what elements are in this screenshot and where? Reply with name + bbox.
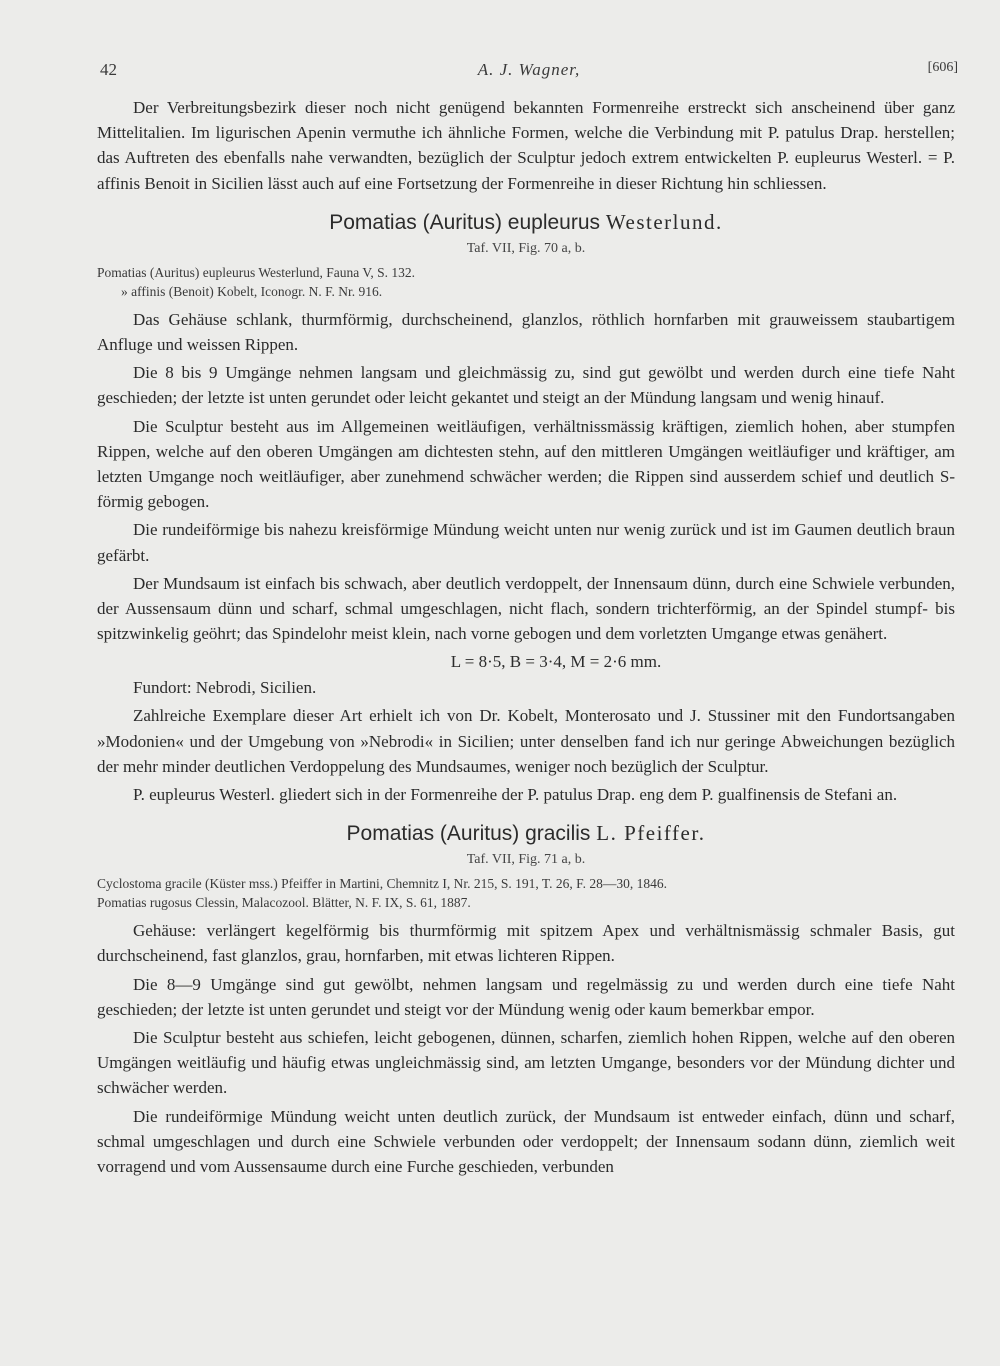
locality: Fundort: Nebrodi, Sicilien. [133,678,317,698]
synonym-line: » affinis (Benoit) Kobelt, Iconogr. N. F. Nr. 916. [121,283,383,299]
running-title: A. J. Wagner, [477,60,581,79]
paragraph: Die rundeiförmige bis nahezu kreisförmige Mündung weicht unten nur wenig zurück und ist im Gaumen deutlich braun gefärbt. [97,520,955,565]
paragraph: Der Verbreitungsbezirk dieser noch nicht genügend bekannten Formenreihe erstreckt sich anscheinend über ganz Mittelitalien. Im ligurischen Apenin vermuthe ich ähnliche Formen, welche die Verbindung mit P. patulus Drap. herstellen; das Auftreten des ebenfalls nahe verwandten, bezüglich der Sculptur jedoch extrem entwickelten P. eupleurus Westerl. = P. affinis Benoit in Sicilien lässt auch auf eine Fortsetzung der Formenreihe in dieser Richtung hin schliessen. [97,98,955,193]
species-author: Westerlund. [605,209,723,234]
species-name: Pomatias (Auritus) eupleurus [329,210,601,234]
species-heading [97,210,955,235]
page-number: 42 [100,60,117,79]
species-author: L. Pfeiffer. [596,821,706,846]
paragraph: Gehäuse: verlängert kegelförmig bis thurmförmig mit spitzem Apex und verhältnismässig schmaler Basis, gut durchscheinend, fast glanzlos, grau, hornfarben, mit etwas lichteren Rippen. [97,921,955,966]
synonym-line: Cyclostoma gracile (Küster mss.) Pfeiffer in Martini, Chemnitz I, Nr. 215, S. 191, T. 26, F. 28—30, 1846. [97,876,667,892]
measurements: L = 8·5, B = 3·4, M = 2·6 mm. [450,652,662,672]
page-body [97,95,955,1182]
paragraph: Die 8 bis 9 Umgänge nehmen langsam und gleichmässig zu, sind gut gewölbt und werden durch eine tiefe Naht geschieden; der letzte ist unten gerundet oder leicht gekantet und steigt an der Mündung langsam und wenig hinauf. [97,363,955,408]
original-page-reference: [606] [927,60,958,75]
paragraph: Zahlreiche Exemplare dieser Art erhielt ich von Dr. Kobelt, Monterosato und J. Stussiner mit den Fundortsangaben »Modonien« und der Umgebung von »Nebrodi« in Sicilien; unter denselben fand ich nur geringe Abweichungen bezüglich der mehr minder deutlichen Verdoppelung des Mundsaumes, weniger noch bezüglich der Sculptur. [97,706,955,776]
paragraph: Das Gehäuse schlank, thurmförmig, durchscheinend, glanzlos, röthlich hornfarben mit grauweissem staubartigem Anfluge und weissen Rippen. [97,309,955,355]
paragraph: Der Mundsaum ist einfach bis schwach, aber deutlich verdoppelt, der Innensaum dünn, durch eine Schwiele verbunden, der Aussensaum dünn und scharf, schmal umgeschlagen, nicht flach, sondern trichterförmig, an der Spindel stumpf- bis spitzwinkelig geöhrt; das Spindelohr meist klein, nach vorne gebogen und dem vorletzten Umgange etwas genähert. [97,573,955,644]
paragraph: Die rundeiförmige Mündung weicht unten deutlich zurück, der Mundsaum ist entweder einfach, dünn und scharf, schmal umgeschlagen und durch eine Schwiele verbunden oder verdoppelt; der Innensaum sodann dünn, ziemlich weit vorragend und vom Aussensaume durch eine Furche geschieden, verbunden [97,1106,955,1177]
synonym-line: Pomatias (Auritus) eupleurus Westerlund, Fauna V, S. 132. [97,264,416,280]
page-header [100,60,958,84]
paragraph: Die 8—9 Umgänge sind gut gewölbt, nehmen langsam und regelmässig zu und werden durch eine tiefe Naht geschieden; der letzte ist unten gerundet und steigt vor der Mündung wenig oder kaum bemerkbar empor. [97,974,955,1019]
paragraph: Die Sculptur besteht aus im Allgemeinen weitläufigen, verhältnissmässig kräftigen, ziemlich hohen, aber stumpfen Rippen, welche auf den oberen Umgängen am dichtesten stehn, auf den mittleren Umgängen weitläufiger und kräftiger, am letzten Umgange noch weitläufiger, aber zunehmend schwächer werden; die Rippen sind ausserdem schief und deutlich S-förmig gebogen. [97,416,955,512]
species-heading [97,821,955,846]
paragraph: P. eupleurus Westerl. gliedert sich in der Formenreihe der P. patulus Drap. eng dem P. gualfinensis de Stefani an. [133,785,898,805]
plate-reference: Taf. VII, Fig. 70 a, b. [466,240,586,256]
synonym-line: Pomatias rugosus Clessin, Malacozool. Blätter, N. F. IX, S. 61, 1887. [97,895,471,911]
plate-reference: Taf. VII, Fig. 71 a, b. [466,852,586,868]
paragraph: Die Sculptur besteht aus schiefen, leicht gebogenen, dünnen, scharfen, ziemlich hohen Rippen, welche auf den oberen Umgängen weitläufig und häufig etwas ungleichmässig sind, am letzten Umgange, besonders vor der Mündung dichter und schwächer werden. [97,1028,955,1098]
species-name: Pomatias (Auritus) gracilis [346,822,591,846]
